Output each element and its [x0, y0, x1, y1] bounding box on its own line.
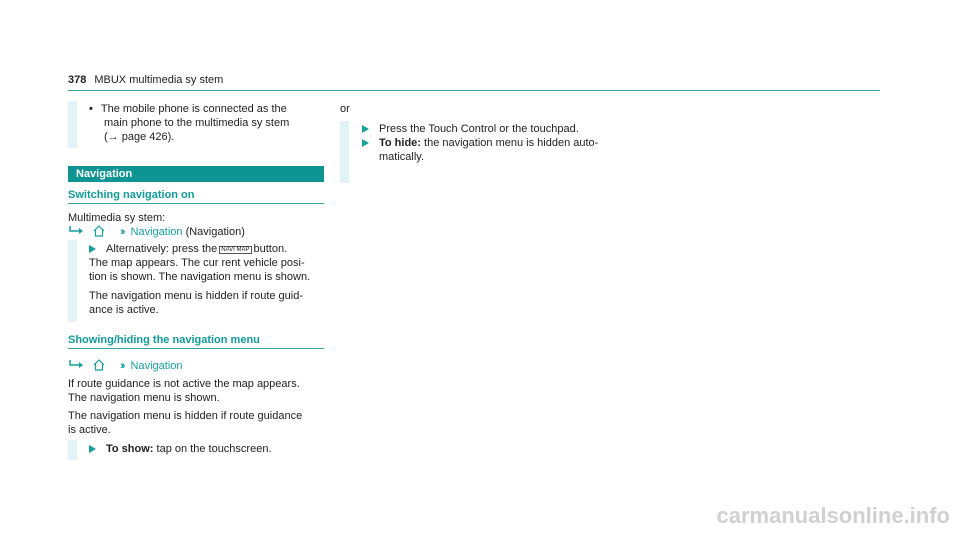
to-hide-step: To hide: the navigation menu is hidden auto- — [362, 136, 598, 150]
section-banner-navigation: Navigation — [68, 166, 324, 182]
menu-item-navigation: Navigation — [130, 360, 183, 372]
step-triangle-icon — [362, 139, 369, 147]
page-header-title: MBUX multimedia sy stem — [94, 74, 224, 86]
switching-result-2: tion is shown. The navigation menu is shown. — [89, 271, 311, 283]
heading-showing-hiding: Showing/hiding the navigation menu — [68, 334, 260, 346]
showing-text-4: is active. — [68, 424, 111, 436]
switching-menu-path — [68, 225, 245, 239]
switching-result-1: The map appears. The cur rent vehicle posi- — [89, 257, 305, 269]
watermark: carmanualsonline.info — [716, 503, 950, 528]
switching-note-2: ance is active. — [89, 304, 159, 316]
showing-text-2: The navigation menu is shown. — [68, 392, 220, 404]
heading-switching-navigation: Switching navigation on — [68, 189, 195, 201]
showing-text-3: The navigation menu is hidden if route guidance — [68, 410, 303, 422]
navi-map-key-icon: NAVI MAP — [221, 247, 250, 253]
step-triangle-icon — [89, 445, 96, 453]
heading-showing-rule — [68, 348, 324, 349]
step-triangle-icon — [89, 245, 96, 253]
step-triangle-icon — [362, 125, 369, 133]
chevron-right-icon: ›› — [120, 360, 124, 372]
intro-line-3: (→ page 426). — [104, 131, 175, 143]
page-header — [68, 74, 223, 86]
switching-note-1: The navigation menu is hidden if route guid- — [89, 290, 304, 302]
to-hide-step-cont: matically. — [379, 151, 425, 163]
showing-text-1: If route guidance is not active the map appears. — [68, 378, 300, 390]
home-icon — [93, 359, 105, 371]
showing-menu-path — [68, 359, 183, 373]
multimedia-label: Multimedia sy stem: — [68, 212, 166, 224]
step-arrow-icon — [68, 226, 84, 236]
heading-switching-rule — [68, 203, 324, 204]
bullet-icon: • — [89, 103, 93, 115]
chevron-right-icon: ›› — [120, 226, 124, 238]
or-text: or — [340, 103, 350, 115]
header-divider — [68, 90, 880, 91]
intro-line-1: • The mobile phone is connected as the — [89, 103, 287, 115]
home-icon — [93, 225, 105, 237]
show-side-bar — [68, 440, 77, 460]
right-side-bar — [340, 121, 349, 183]
alternative-step: Alternatively: press the NAVI MAP button. — [89, 242, 287, 256]
switching-side-bar — [68, 240, 77, 322]
intro-line-2: main phone to the multimedia sy stem — [104, 117, 290, 129]
menu-item-navigation-note: (Navigation) — [185, 226, 245, 238]
intro-side-bar — [68, 101, 77, 148]
to-show-step: To show: tap on the touchscreen. — [89, 442, 272, 456]
menu-item-navigation: Navigation — [130, 226, 183, 238]
step-arrow-icon — [68, 360, 84, 370]
press-touch-control-step: Press the Touch Control or the touchpad. — [362, 122, 579, 136]
page-number: 378 — [68, 74, 87, 86]
